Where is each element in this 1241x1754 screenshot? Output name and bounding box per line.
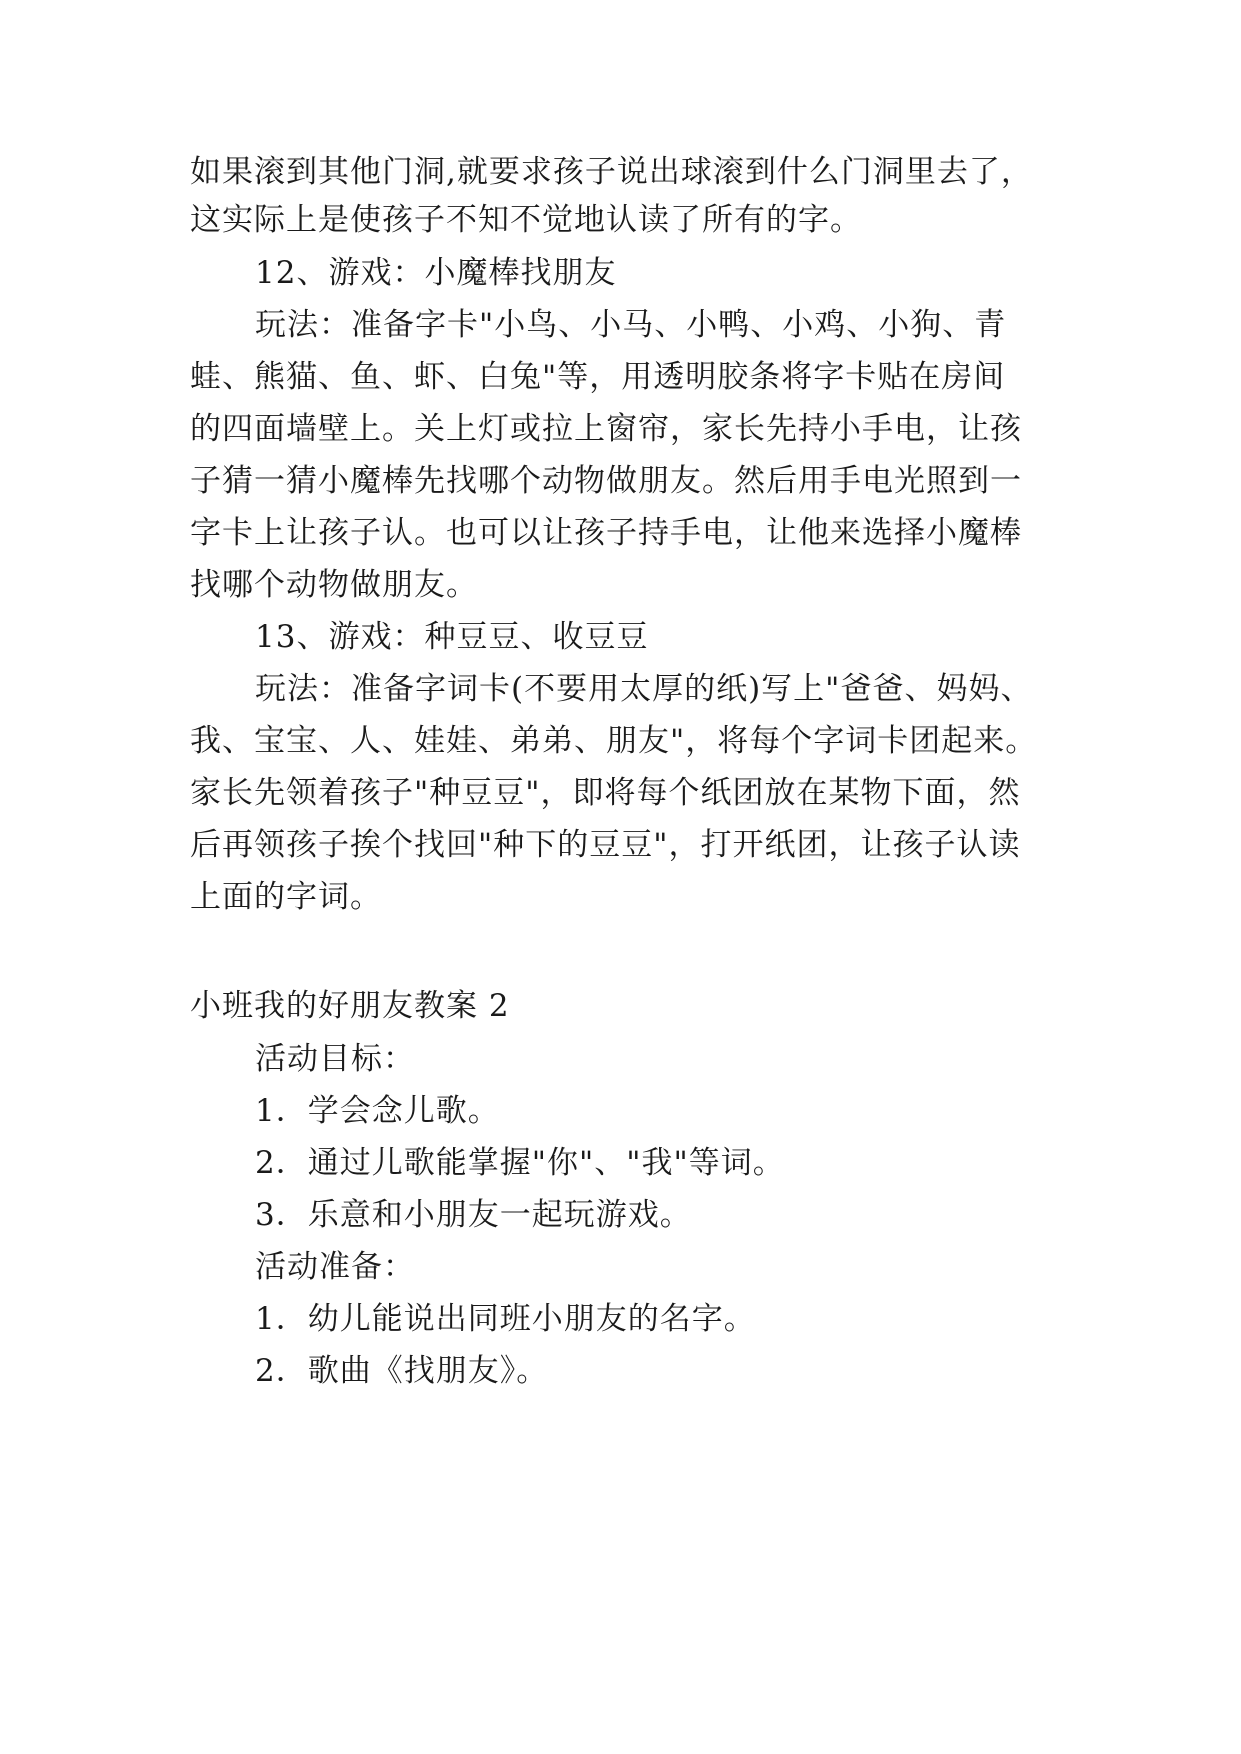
paragraph-line: 玩法：准备字卡"小鸟、小马、小鸭、小鸡、小狗、青 (255, 307, 1007, 343)
document-title: 小班我的好朋友教案 2 (190, 988, 510, 1024)
paragraph-line: 我、宝宝、人、娃娃、弟弟、朋友"，将每个字词卡团起来。 (190, 723, 1038, 759)
paragraph-line: 玩法：准备字词卡(不要用太厚的纸)写上"爸爸、妈妈、 (255, 671, 1033, 707)
list-item: 1．学会念儿歌。 (255, 1093, 500, 1129)
list-item: 2．通过儿歌能掌握"你"、"我"等词。 (255, 1145, 785, 1181)
paragraph-line: 子猜一猜小魔棒先找哪个动物做朋友。然后用手电光照到一 (190, 463, 1022, 499)
paragraph-line: 如果滚到其他门洞,就要求孩子说出球滚到什么门洞里去了， (190, 154, 1033, 190)
paragraph-line: 上面的字词。 (190, 879, 382, 915)
list-item: 2．歌曲《找朋友》。 (255, 1353, 549, 1389)
section-heading: 12、游戏：小魔棒找朋友 (255, 255, 617, 291)
list-item: 1．幼儿能说出同班小朋友的名字。 (255, 1301, 756, 1337)
paragraph-line: 家长先领着孩子"种豆豆"，即将每个纸团放在某物下面，然 (190, 775, 1021, 811)
goals-heading: 活动目标： (255, 1041, 415, 1077)
list-item: 3．乐意和小朋友一起玩游戏。 (255, 1197, 692, 1233)
paragraph-line: 找哪个动物做朋友。 (190, 567, 478, 603)
paragraph-line: 的四面墙壁上。关上灯或拉上窗帘，家长先持小手电，让孩 (190, 411, 1022, 447)
paragraph-line: 后再领孩子挨个找回"种下的豆豆"，打开纸团，让孩子认读 (190, 827, 1021, 863)
prep-heading: 活动准备： (255, 1249, 415, 1285)
paragraph-line: 蛙、熊猫、鱼、虾、白兔"等，用透明胶条将字卡贴在房间 (190, 359, 1006, 395)
section-heading: 13、游戏：种豆豆、收豆豆 (255, 619, 649, 655)
paragraph-line: 这实际上是使孩子不知不觉地认读了所有的字。 (190, 202, 862, 238)
paragraph-line: 字卡上让孩子认。也可以让孩子持手电，让他来选择小魔棒 (190, 515, 1022, 551)
